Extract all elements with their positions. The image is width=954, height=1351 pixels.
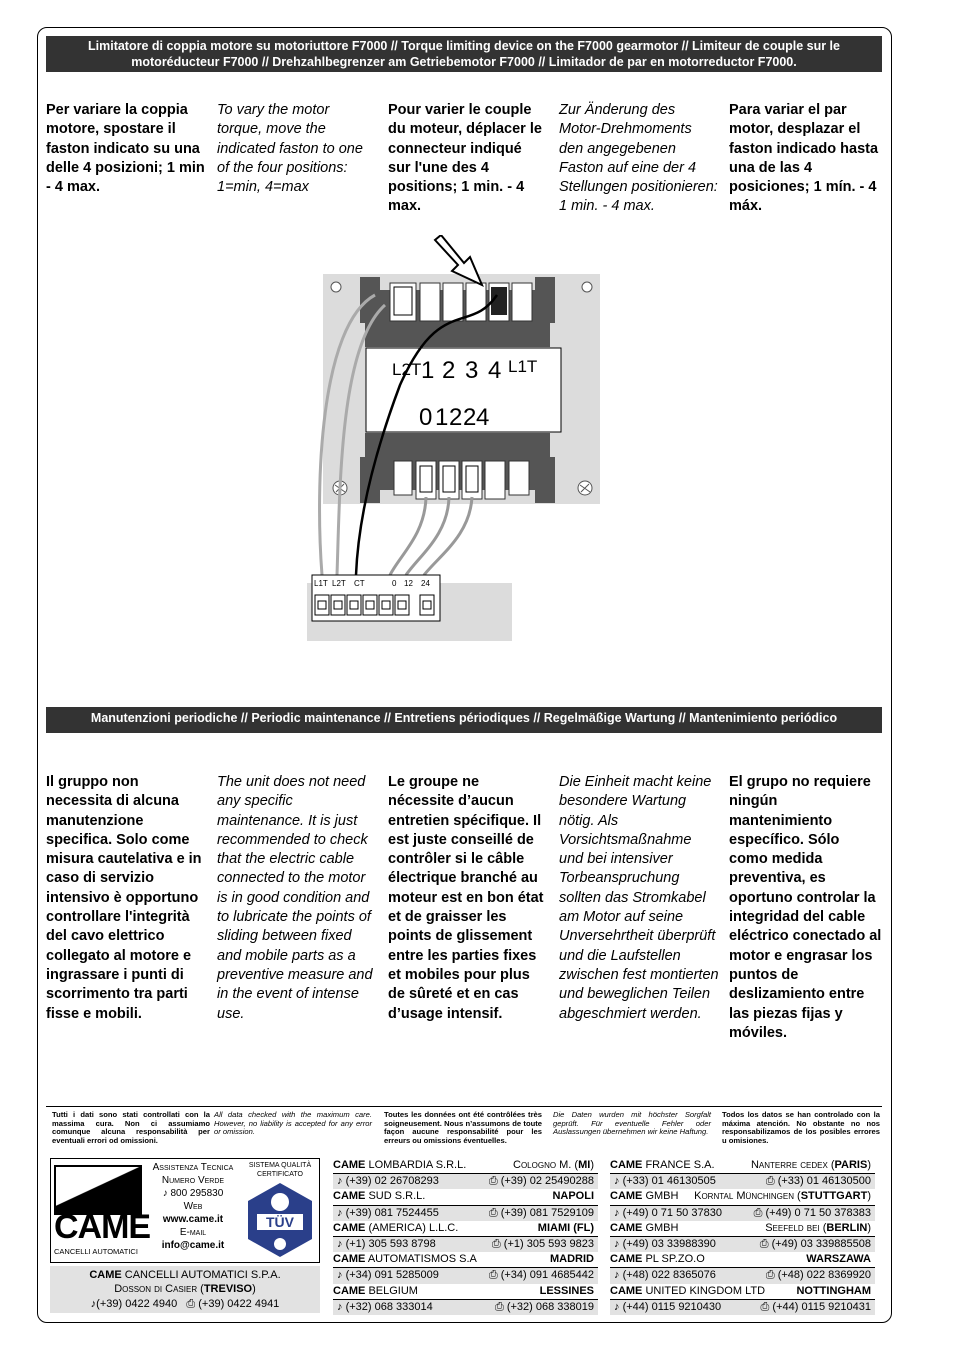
office-phone-row: ♪ (+44) 0115 9210430 ⎙ (+44) 0115 9210431 (610, 1300, 875, 1315)
terminal-label-ct: CT (354, 579, 365, 588)
terminal-label-l1t: L1T (314, 579, 328, 588)
divider (46, 1106, 882, 1107)
office-phone-row: ♪ (+48) 022 8365076 ⎙ (+48) 022 8369920 (610, 1268, 875, 1283)
section-header-maintenance: Manutenzioni periodiche // Periodic maintenance // Entretiens périodiques // Regelmäßige Wartung // Mantenimiento periódico (46, 707, 882, 733)
offices-column-left (333, 1158, 598, 1315)
label-pos-3: 3 (465, 357, 479, 384)
phone-icon: ♪ (162, 1188, 168, 1199)
company-info-box (50, 1158, 320, 1263)
fax-icon: ⎙ (753, 1206, 763, 1219)
came-logo: CAME CANCELLI AUTOMATICI (54, 1165, 144, 1257)
web-link[interactable]: www.came.it (162, 1214, 224, 1225)
office-name-row: CAME (AMERICA) L.L.C. MIAMI (FL) (333, 1221, 598, 1237)
label-bottom-4: 4 (476, 404, 490, 431)
text-torque-it: Per variare la coppia motore, spostare il faston indicato su una delle 4 posizioni; 1 min - 4 max. (46, 102, 205, 196)
phone-icon: ♪ (614, 1237, 620, 1250)
label-pos-1: 1 (421, 357, 435, 384)
fax-icon: ⎙ (760, 1300, 770, 1313)
phone-icon: ♪ (614, 1269, 620, 1282)
disclaimer-de: Die Daten wurden mit höchster Sorgfalt geprüft. Für eventuelle Fehler oder Auslassungen übernehmen wir keine Haftung. (553, 1110, 711, 1136)
phone-icon: ♪ (614, 1300, 620, 1313)
text-torque-de: Zur Änderung des Motor-Drehmoments den angegebenen Faston auf eine der 4 Stellungen positionieren: 1 min. - 4 max. (559, 102, 718, 215)
label-pos-2: 2 (442, 357, 456, 384)
label-bottom-1: 1 (435, 404, 449, 431)
terminal-label-12: 12 (404, 579, 413, 588)
fax-icon: ⎙ (491, 1237, 501, 1250)
fax-icon: ⎙ (488, 1175, 498, 1188)
label-bottom-2a: 2 (449, 404, 463, 431)
office-name-row: CAME LOMBARDIA S.R.L. Cologno M. (MI) (333, 1158, 598, 1174)
headquarters-info: CAME CANCELLI AUTOMATICI S.P.A. Dosson di Casier (TREVISO) ♪(+39) 0422 4940 ⎙ (+39) 0422 4941 (50, 1266, 320, 1313)
office-name-row: CAME PL SP.ZO.O WARSZAWA (610, 1252, 875, 1268)
disclaimer-en: All data checked with the maximum care. However, no liability is accepted for any error or omission. (214, 1110, 372, 1136)
fax-icon: ⎙ (765, 1269, 775, 1282)
fax-icon: ⎙ (765, 1175, 775, 1188)
label-l2t: L2T (392, 360, 422, 379)
office-phone-row: ♪ (+33) 01 46130505 ⎙ (+33) 01 46130500 (610, 1174, 875, 1189)
terminal-label-0: 0 (392, 579, 397, 588)
text-maint-es: El grupo no requiere ningún mantenimiento específico. Sólo como medida preventiva, es oportuno controlar la integridad del cable eléctrico conectado al motor e engrasar los puntos de deslizamiento entre las piezas fijas y móviles. (729, 774, 882, 1041)
label-bottom-2b: 2 (463, 404, 477, 431)
office-name-row: CAME GMBH Korntal Münchingen (STUTTGART) (610, 1189, 875, 1205)
office-name-row: CAME BELGIUM LESSINES (333, 1284, 598, 1300)
tuv-certification: SISTEMA QUALITÀ CERTIFICATO TÜV (243, 1161, 317, 1262)
terminal-label-24: 24 (421, 579, 430, 588)
office-phone-row: ♪ (+49) 0 71 50 37830 ⎙ (+49) 0 71 50 378383 (610, 1206, 875, 1221)
torque-wiring-diagram (300, 235, 620, 645)
office-name-row: CAME AUTOMATISMOS S.A MADRID (333, 1252, 598, 1268)
email-link[interactable]: info@came.it (161, 1240, 225, 1251)
label-bottom-0: 0 (419, 404, 433, 431)
office-name-row: CAME SUD S.R.L. NAPOLI (333, 1189, 598, 1205)
phone-icon: ♪ (337, 1269, 343, 1282)
label-pos-4: 4 (488, 357, 502, 384)
assistance-info: Assistenza Tecnica Numero Verde ♪ 800 295830 Web www.came.it E-mail info@came.it (147, 1161, 239, 1252)
text-maint-it: Il gruppo non necessita di alcuna manutenzione specifica. Solo come misura cautelativa e in caso di servizio intensivo è opportuno controllare l'integrità del cavo elettrico collegato al motore e ingrassare i punti di scorrimento tra parti fisse e mobili. (46, 774, 202, 1022)
svg-text:TÜV: TÜV (266, 1214, 294, 1230)
fax-icon: ⎙ (488, 1206, 498, 1219)
text-maint-en: The unit does not need any specific maintenance. It is just recommended to check that the electric cable connected to the motor is in good condition and to lubricate the points of sliding between fixed and mobile parts as a preventive measure and in the event of intense use. (217, 774, 373, 1022)
text-torque-en: To vary the motor torque, move the indicated faston to one of the four positions: 1=min, 4=max (217, 102, 363, 196)
section-header-torque: Limitatore di coppia motore su motoriuttore F7000 // Torque limiting device on the F7000 gearmotor // Limiteur de couple sur le motoréducteur F7000 // Drehzahlbegrenzer am Getriebemotor F7000 // Limitador de par en motorreductor F7000. (46, 36, 882, 72)
phone-icon: ♪ (90, 1298, 97, 1310)
office-name-row: CAME GMBH Seefeld bei (BERLIN) (610, 1221, 875, 1237)
text-torque-es: Para variar el par motor, desplazar el faston indicado hasta una de las 4 posiciones; 1 mín. - 4 máx. (729, 102, 879, 215)
fax-icon: ⎙ (186, 1298, 196, 1310)
phone-icon: ♪ (337, 1237, 343, 1250)
office-name-row: CAME FRANCE S.A. Nanterre cedex (PARIS) (610, 1158, 875, 1174)
fax-icon: ⎙ (494, 1300, 504, 1313)
office-phone-row: ♪ (+34) 091 5285009 ⎙ (+34) 091 4685442 (333, 1268, 598, 1283)
disclaimer-fr: Toutes les données ont été contrôlées très soigneusement. Nous n’assumons de toute façon aucune responsabilité pour les erreurs ou omissions éventuelles. (384, 1110, 542, 1145)
text-maint-de: Die Einheit macht keine besondere Wartung nötig. Als Vorsichtsmaßnahme und bei intensiver Torbeanspruchung sollten das Stromkabel am Motor auf seine Unversehrtheit überprüft und die Laufstellen zwischen fest montierten und beweglichen Teilen abgeschmiert werden. (559, 774, 719, 1022)
phone-icon: ♪ (337, 1300, 343, 1313)
office-phone-row: ♪ (+39) 02 26708293 ⎙ (+39) 02 25490288 (333, 1174, 598, 1189)
disclaimer-es: Todos los datos se han controlado con la máxima atención. No obstante no nos responsabilizamos de los posibles errores u omisiones. (722, 1110, 880, 1145)
text-torque-fr: Pour varier le couple du moteur, déplacer le connecteur indiqué sur l'une des 4 positions; 1 min. - 4 max. (388, 102, 542, 215)
disclaimer-it: Tutti i dati sono stati controllati con la massima cura. Non ci assumiamo comunque alcuna responsabilità per eventuali errori od omissioni. (52, 1110, 210, 1145)
phone-icon: ♪ (614, 1175, 620, 1188)
office-phone-row: ♪ (+39) 081 7524455 ⎙ (+39) 081 7529109 (333, 1206, 598, 1221)
label-l1t: L1T (508, 357, 538, 376)
terminal-label-l2t: L2T (332, 579, 346, 588)
office-name-row: CAME UNITED KINGDOM LTD NOTTINGHAM (610, 1284, 875, 1300)
fax-icon: ⎙ (488, 1269, 498, 1282)
offices-column-right (610, 1158, 875, 1315)
office-phone-row: ♪ (+32) 068 333014 ⎙ (+32) 068 338019 (333, 1300, 598, 1315)
fax-icon: ⎙ (759, 1237, 769, 1250)
phone-icon: ♪ (337, 1206, 343, 1219)
phone-icon: ♪ (337, 1175, 343, 1188)
office-phone-row: ♪ (+49) 03 33988390 ⎙ (+49) 03 339885508 (610, 1237, 875, 1252)
tuv-seal-icon (245, 1181, 315, 1259)
office-phone-row: ♪ (+1) 305 593 8798 ⎙ (+1) 305 593 9823 (333, 1237, 598, 1252)
phone-icon: ♪ (614, 1206, 620, 1219)
text-maint-fr: Le groupe ne nécessite d’aucun entretien spécifique. Il est juste conseillé de contrôler si le câble électrique branché au moteur est en bon état et de graisser les points de glissement entre les parties fixes et mobiles pour plus de sûreté et en cas d’usage intensif. (388, 774, 544, 1022)
